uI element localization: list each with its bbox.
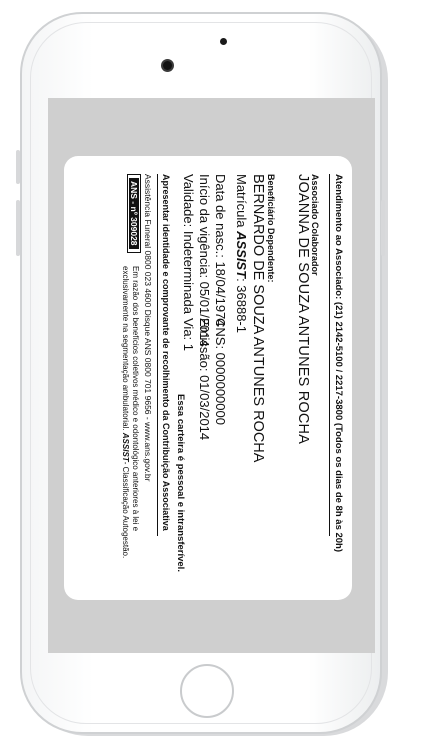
dependent-label: Beneficiário Dependente: bbox=[266, 174, 276, 283]
validity: Validade: Indeterminada bbox=[181, 174, 196, 314]
legal-text-line2-post: - Classificação Autogestão. bbox=[121, 461, 130, 559]
ans-registration-badge bbox=[127, 174, 141, 253]
side-button-right bbox=[381, 200, 385, 256]
issue-date: Emissão: 01/03/2014 bbox=[197, 318, 212, 441]
membership-card-content bbox=[64, 156, 352, 600]
legal-text-line1: Em razão dos benefícios coletivos médico e odontológico anteriores à lei e bbox=[131, 266, 140, 532]
front-camera-icon bbox=[163, 61, 172, 70]
collaborator-name: JOANNA DE SOUZA ANTUNES ROCHA bbox=[295, 174, 311, 445]
assist-brand-small: ASSIST bbox=[121, 432, 130, 462]
assistance-phones: Assistência Funeral 0800 023 4600 Disque ANS 0800 701 9656 - www.ans.gov.br bbox=[143, 174, 153, 482]
personal-notice: Essa carteira é pessoal e intransferível. bbox=[175, 394, 186, 572]
dependent-name: BERNARDO DE SOUZA ANTUNES ROCHA bbox=[250, 174, 266, 463]
membership-card bbox=[64, 156, 352, 600]
side-button-top bbox=[16, 150, 20, 184]
ans-registration-label: ANS - nº 309028 bbox=[129, 178, 139, 249]
collaborator-label: Associado Colaborador bbox=[310, 174, 320, 276]
bottom-divider bbox=[157, 174, 158, 536]
present-notice: Apresentar identidade e comprovante de recolhimento da Contribuição Associativa bbox=[161, 174, 171, 531]
validity-start: Início da vigência: 05/01/2014 bbox=[197, 174, 212, 347]
registration-label: Matrícula bbox=[234, 174, 249, 228]
card-copy: Via: 1 bbox=[181, 318, 196, 352]
top-divider bbox=[329, 174, 330, 536]
proximity-sensor bbox=[220, 38, 227, 45]
legal-text-line2 bbox=[121, 266, 130, 558]
home-button[interactable] bbox=[180, 664, 234, 718]
attendance-phone-line: Atendimento ao Associado: (21) 2142-5100 / 2217-3800 (Todos os dias de 8h às 20h) bbox=[333, 174, 344, 553]
registration-number bbox=[234, 174, 249, 333]
assist-brand-logo: ASSIST bbox=[234, 231, 249, 279]
registration-value: : 36888-1 bbox=[234, 278, 249, 333]
legal-text-line2-pre: exclusivamente na segmentação ambulatorial. bbox=[121, 266, 130, 431]
side-button-mid bbox=[16, 200, 20, 256]
cns-number: CNS: 0000000000 bbox=[213, 318, 228, 425]
birth-date: Data de nasc.: 18/04/1974 bbox=[213, 174, 228, 327]
